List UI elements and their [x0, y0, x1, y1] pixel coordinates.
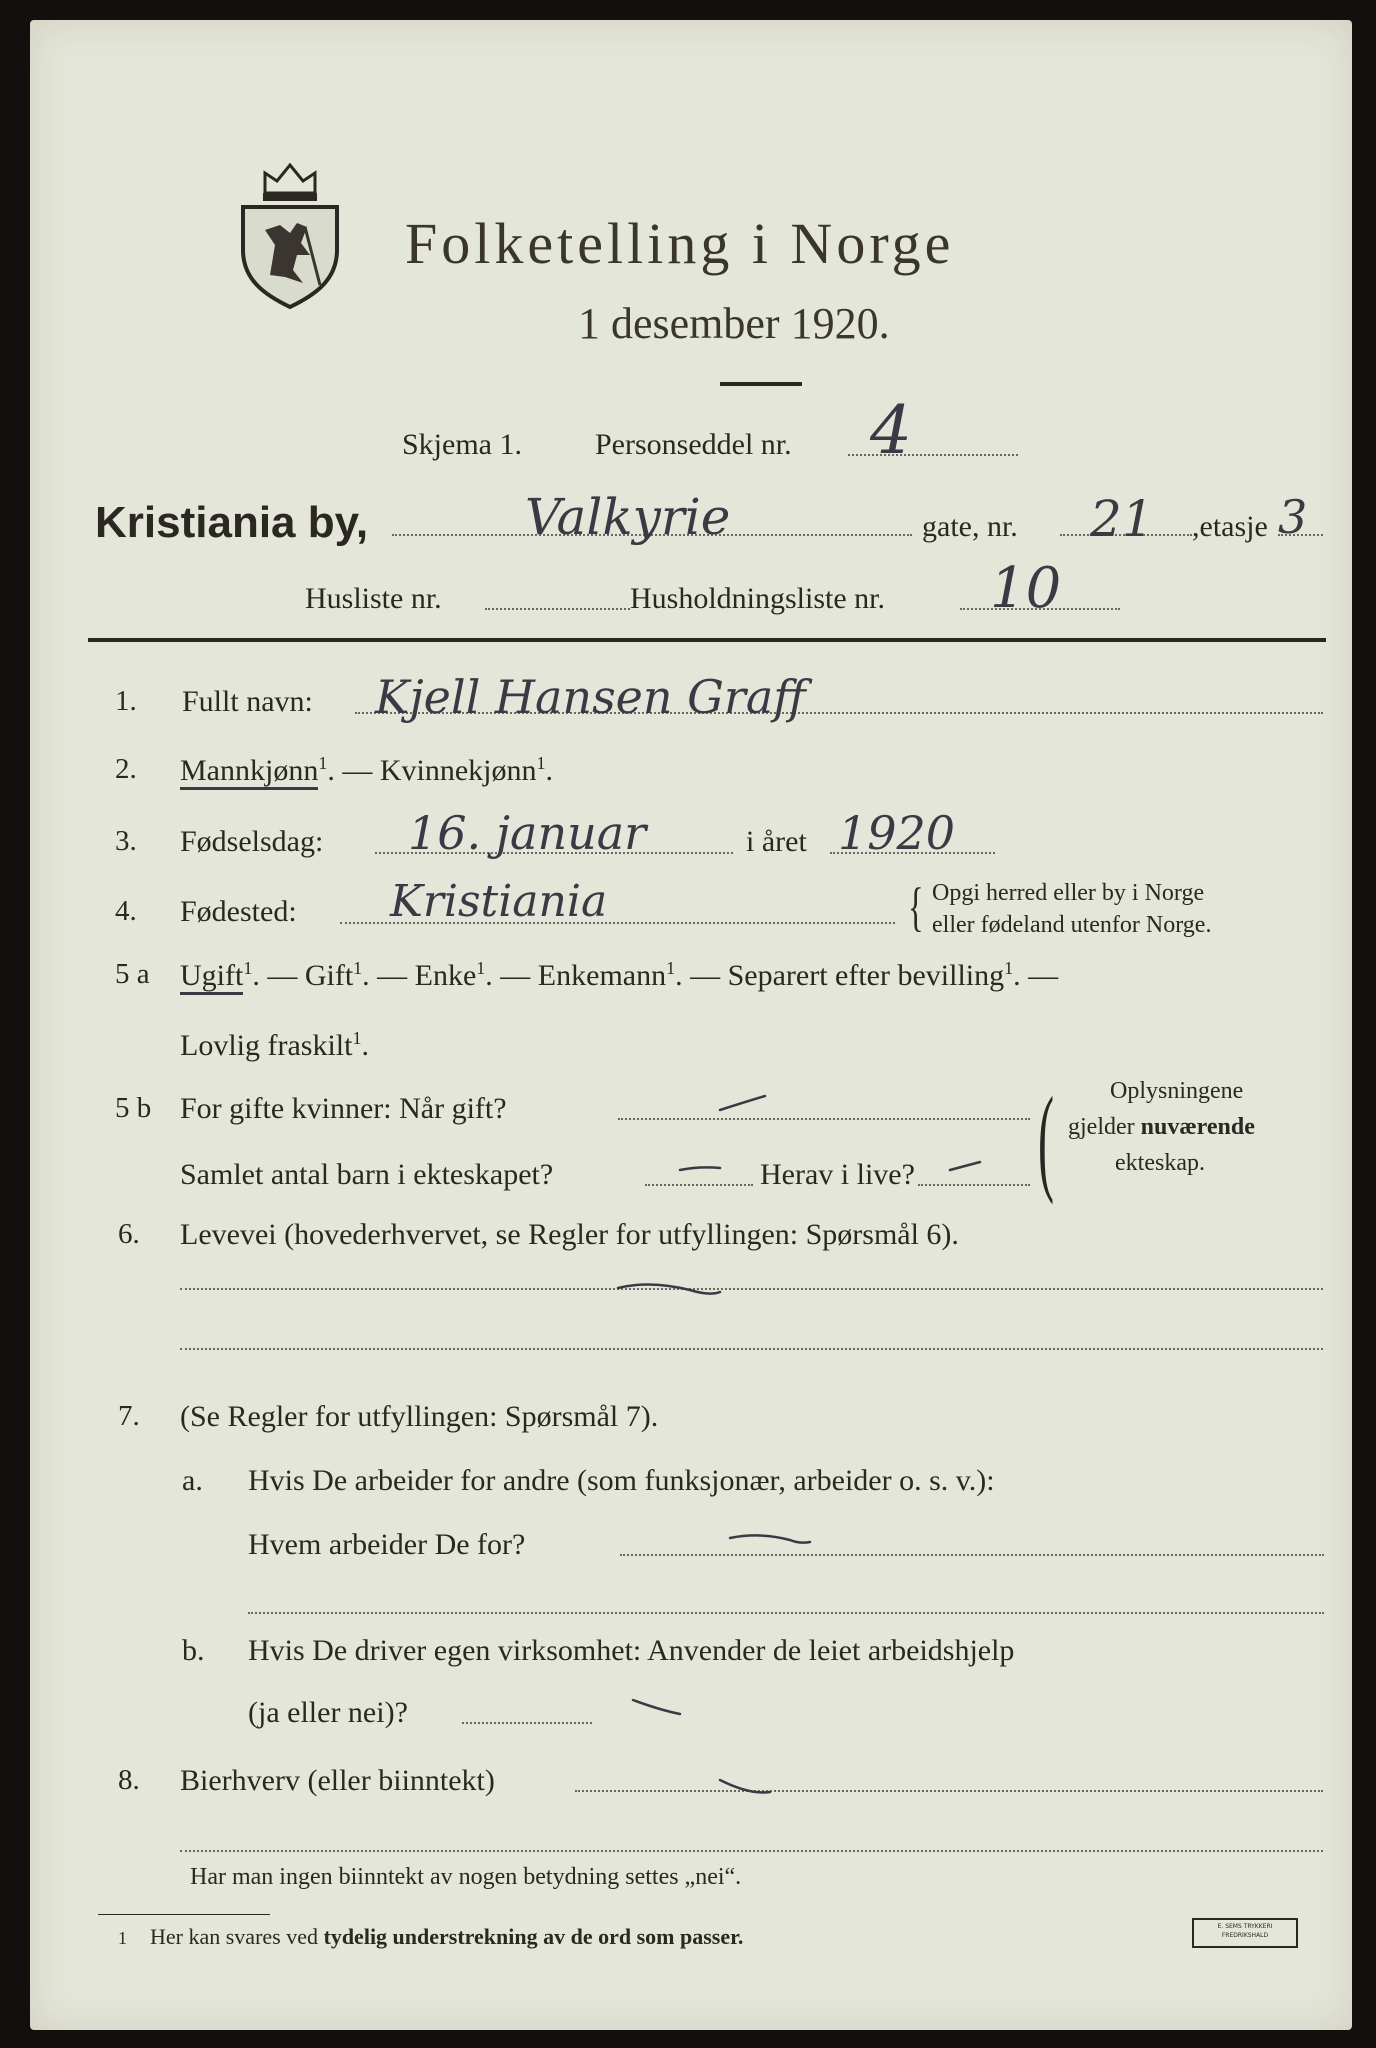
q4-brace: {: [908, 877, 924, 937]
q6-label: Levevei (hovederhvervet, se Regler for utfyllingen: Spørsmål 6).: [180, 1218, 959, 1251]
dash-occupation: [618, 1284, 720, 1293]
dash-employer: [730, 1535, 810, 1542]
q8-note: Har man ingen biinntekt av nogen betydning settes „nei“.: [190, 1864, 742, 1890]
option-gift[interactable]: Gift: [304, 959, 354, 992]
option-mannkjonn[interactable]: Mannkjønn: [180, 754, 318, 790]
q7a-question: Hvem arbeider De for?: [248, 1528, 526, 1561]
q4-label: Fødested:: [180, 895, 297, 928]
option-enkemann[interactable]: Enkemann: [537, 959, 667, 992]
dash-side-income: [720, 1780, 770, 1793]
dash-children-alive: [950, 1162, 980, 1170]
schema-label: Skjema 1.: [402, 428, 522, 461]
personseddel-label: Personseddel nr.: [595, 428, 792, 461]
census-form: [30, 20, 1352, 2030]
q7a-letter: a.: [182, 1464, 203, 1497]
option-ugift[interactable]: Ugift: [180, 959, 243, 995]
q2-number: 2.: [115, 753, 137, 785]
stamp-line1: E. SEMS TRYKKERI: [1217, 1923, 1273, 1930]
q5a-options: Ugift$^1$. — Gift$^1$. — Enke$^1$. — Enkemann$^1$. — Separert efter bevilling$^1$. —: [180, 958, 1058, 993]
dash-children-count: [680, 1167, 720, 1170]
q7a-text: Hvis De arbeider for andre (som funksjonær, arbeider o. s. v.):: [248, 1464, 995, 1497]
q8-label: Bierhverv (eller biinntekt): [180, 1764, 495, 1797]
q2-options: Mannkjønn$^1$. — Kvinnekjønn$^1$.: [180, 753, 553, 788]
husholdningsliste-label: Husholdningsliste nr.: [630, 582, 886, 615]
stamp-line2: FREDRIKSHALD: [1221, 1932, 1269, 1939]
year-label: i året: [746, 825, 807, 858]
q7b-text: Hvis De driver egen virksomhet: Anvender de leiet arbeidshjelp: [248, 1634, 1015, 1667]
q5b-note3: ekteskap.: [1115, 1150, 1205, 1176]
census-date: 1 desember 1920.: [578, 299, 890, 348]
city-label: Kristiania by,: [95, 498, 369, 547]
q3-label: Fødselsdag:: [180, 825, 324, 858]
q3-number: 3.: [115, 825, 137, 857]
q5a-options-cont: Lovlig fraskilt$^1$.: [180, 1028, 369, 1062]
husholdningsliste-value: 10: [990, 556, 1062, 621]
option-lovlig-fraskilt[interactable]: Lovlig fraskilt: [180, 1029, 353, 1062]
q5b-note1: Oplysningene: [1110, 1078, 1244, 1104]
birthyear-value: 1920: [838, 806, 956, 860]
full-name-value: Kjell Hansen Graff: [375, 670, 806, 724]
q1-label: Fullt navn:: [182, 685, 313, 718]
dash-married-when: [720, 1096, 765, 1110]
q7b-question: (ja eller nei)?: [248, 1696, 408, 1729]
option-kvinnekjonn[interactable]: Kvinnekjønn: [379, 754, 537, 787]
street-value: Valkyrie: [525, 488, 731, 546]
dash-hired-help: [633, 1700, 680, 1714]
form-title: Folketelling i Norge: [405, 211, 955, 276]
q5a-number: 5 a: [115, 958, 150, 990]
etasje-label: ,etasje: [1192, 510, 1268, 543]
q4-note-line2: eller fødeland utenfor Norge.: [932, 912, 1212, 938]
option-enke[interactable]: Enke: [414, 959, 477, 992]
q5b-label3: Herav i live?: [760, 1158, 915, 1191]
handwritten-strokes: [30, 20, 1352, 2030]
personseddel-value: 4: [870, 392, 912, 469]
q1-number: 1.: [115, 685, 137, 717]
q7b-letter: b.: [182, 1634, 205, 1667]
q6-number: 6.: [118, 1218, 140, 1250]
etasje-value: 3: [1278, 490, 1308, 544]
option-separert[interactable]: Separert efter bevilling: [727, 959, 1005, 992]
gate-label: gate, nr.: [922, 510, 1018, 543]
q5b-label1: For gifte kvinner: Når gift?: [180, 1092, 507, 1125]
q5b-label2: Samlet antal barn i ekteskapet?: [180, 1158, 554, 1191]
q8-number: 8.: [118, 1764, 140, 1796]
q4-note-line1: Opgi herred eller by i Norge: [932, 880, 1205, 906]
q5b-note2b: nuværende: [1140, 1114, 1255, 1140]
q7-label: (Se Regler for utfyllingen: Spørsmål 7).: [180, 1400, 659, 1433]
q5b-number: 5 b: [115, 1092, 152, 1124]
husliste-label: Husliste nr.: [305, 582, 442, 615]
q4-number: 4.: [115, 895, 137, 927]
birthdate-value: 16. januar: [408, 806, 647, 860]
gate-nr-value: 21: [1090, 490, 1154, 548]
footnote-text2: tydelig understrekning av de ord som passer.: [323, 1924, 744, 1949]
q5b-note2a: gjelder: [1068, 1114, 1135, 1140]
q5b-brace: (: [1038, 1072, 1054, 1205]
birthplace-value: Kristiania: [390, 876, 608, 927]
q7-number: 7.: [118, 1400, 140, 1432]
footnote-mark: 1: [118, 1928, 127, 1948]
footnote-text1: Her kan svares ved: [150, 1924, 318, 1949]
